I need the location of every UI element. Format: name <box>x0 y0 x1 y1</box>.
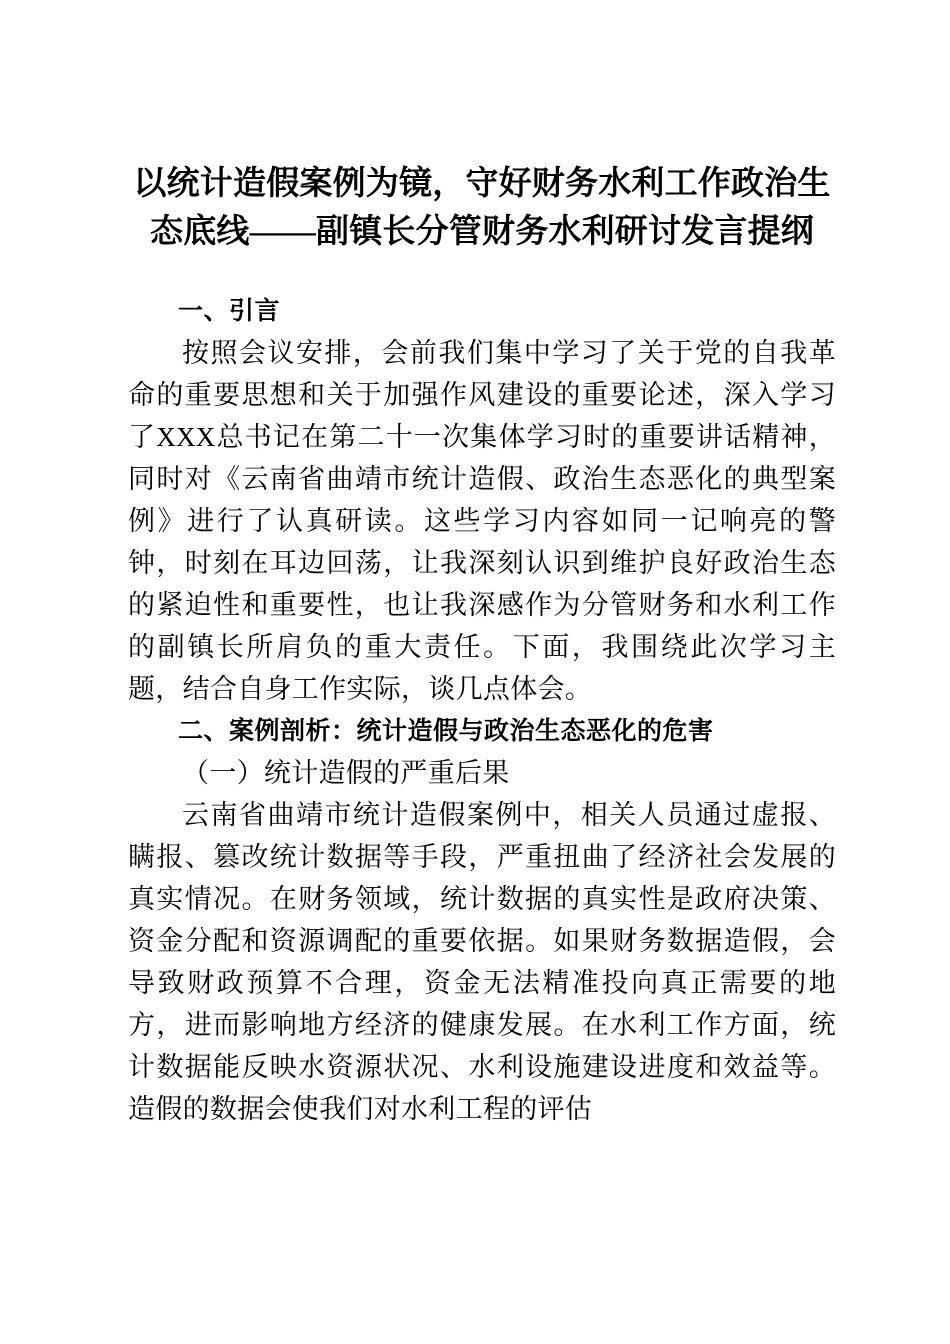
title-spacer <box>128 256 836 290</box>
document-title: 以统计造假案例为镜，守好财务水利工作政治生态底线——副镇长分管财务水利研讨发言提纲 <box>133 166 831 250</box>
paragraph-introduction: 按照会议安排，会前我们集中学习了关于党的自我革命的重要思想和关于加强作风建设的重要论述，深入学习了XXX总书记在第二十一次集体学习时的重要讲话精神，同时对《云南省曲靖市统计造假、政治生态恶化的典型案例》进行了认真研读。这些学习内容如同一记响亮的警钟，时刻在耳边回荡，让我深刻认识到维护良好政治生态的紧迫性和重要性，也让我深感作为分管财务和水利工作的副镇长所肩负的重大责任。下面，我围绕此次学习主题，结合自身工作实际，谈几点体会。 <box>128 338 836 704</box>
paragraph-serious-consequences: 云南省曲靖市统计造假案例中，相关人员通过虚报、瞒报、篡改统计数据等手段，严重扭曲了经济社会发展的真实情况。在财务领域，统计数据的真实性是政府决策、资金分配和资源调配的重要依据。如果财务数据造假，会导致财政预算不合理，资金无法精准投向真正需要的地方，进而影响地方经济的健康发展。在水利工作方面，统计数据能反映水资源状况、水利设施建设进度和效益等。造假的数据会使我们对水利工程的评估 <box>128 800 836 1124</box>
subsection-heading-serious-consequences: （一）统计造假的严重后果 <box>182 758 510 788</box>
section-heading-case-analysis: 二、案例剖析：统计造假与政治生态恶化的危害 <box>178 717 714 745</box>
section-heading-introduction: 一、引言 <box>178 297 281 325</box>
document-content <box>128 160 836 1130</box>
